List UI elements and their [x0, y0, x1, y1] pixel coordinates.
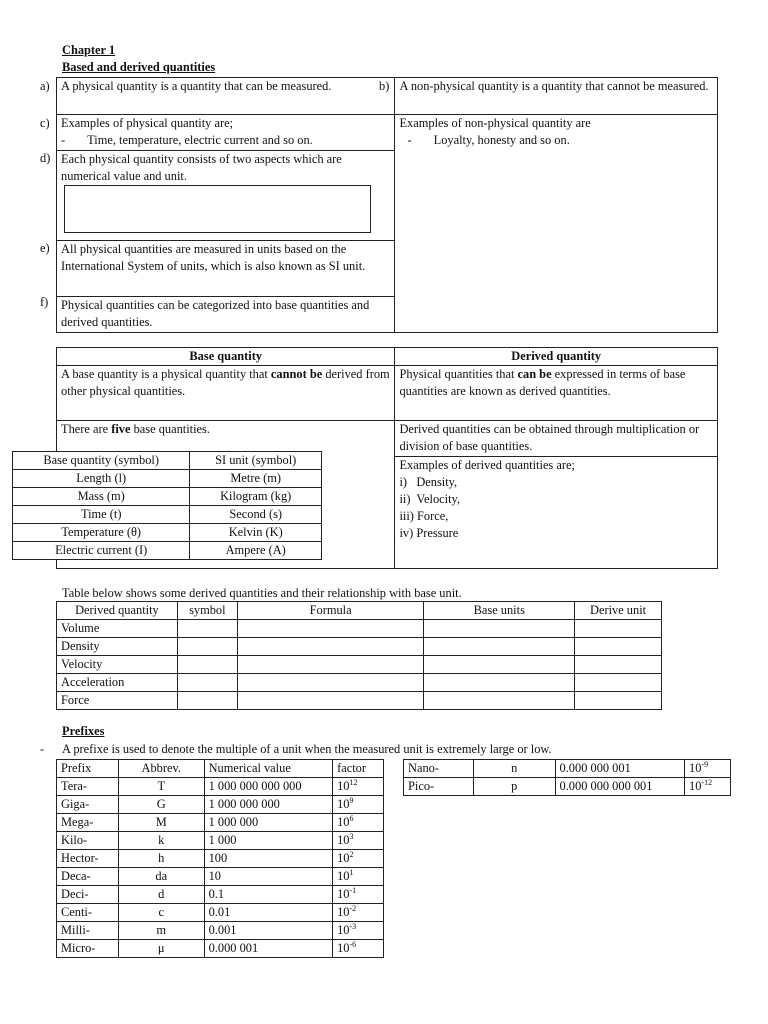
factor-base: 10	[337, 779, 350, 793]
derive-unit-cell[interactable]	[575, 674, 662, 692]
prefix-factor	[333, 850, 384, 868]
formula-cell[interactable]	[237, 638, 424, 656]
symbol-cell[interactable]	[177, 620, 237, 638]
categorize-text: Physical quantities can be categorized into base quantities and derived quantities.	[61, 298, 370, 329]
prefix-name: Milli-	[57, 922, 119, 940]
factor-exponent: 6	[349, 814, 354, 823]
derived-example-item: iii) Force,	[399, 509, 449, 523]
derive-unit-cell[interactable]	[575, 692, 662, 710]
prefix-value: 0.000 001	[204, 940, 332, 958]
prefix-factor	[333, 796, 384, 814]
table-row	[13, 506, 322, 524]
factor-exponent: -1	[349, 886, 357, 895]
prefix-factor	[333, 904, 384, 922]
prefix-value: 0.000 000 001	[555, 760, 685, 778]
prefix-value: 0.001	[204, 922, 332, 940]
prefix-value: 1 000 000 000 000	[204, 778, 332, 796]
table-row	[57, 904, 384, 922]
label-d: d)	[40, 151, 51, 165]
table-row	[404, 778, 731, 796]
examples-physical-item	[61, 132, 390, 149]
abbrev-header: Abbrev.	[118, 760, 204, 778]
si-quantity: Electric current (I)	[13, 542, 190, 560]
prefix-factor	[685, 778, 731, 796]
prefix-value: 1 000	[204, 832, 332, 850]
table-row	[57, 778, 384, 796]
five-post: base quantities.	[130, 422, 210, 436]
base-units-cell[interactable]	[424, 620, 575, 638]
value-header: Numerical value	[204, 760, 332, 778]
derived-table-caption: Table below shows some derived quantities and their relationship with base unit.	[62, 586, 462, 600]
table-row	[57, 850, 384, 868]
prefix-name: Nano-	[404, 760, 474, 778]
si-header-quantity: Base quantity (symbol)	[13, 452, 190, 470]
prefixes-intro: A prefixe is used to denote the multiple of a unit when the measured unit is extremely large or low.	[62, 742, 552, 756]
derived-example-item: iv) Pressure	[399, 526, 459, 540]
symbol-cell[interactable]	[177, 692, 237, 710]
examples-physical-cell	[57, 115, 395, 151]
col-header-formula: Formula	[237, 602, 424, 620]
prefix-abbrev: c	[118, 904, 204, 922]
def-physical: A physical quantity is a quantity that can be measured.	[61, 79, 332, 93]
table-row	[57, 814, 384, 832]
col-header-derived: Derived quantity	[57, 602, 178, 620]
factor-base: 10	[337, 797, 350, 811]
derived-examples-cell	[395, 457, 718, 569]
table-row	[57, 940, 384, 958]
examples-nonphysical-item	[399, 132, 713, 149]
si-quantity: Time (t)	[13, 506, 190, 524]
derived-example-item: ii) Velocity,	[399, 492, 461, 506]
prefix-value: 0.01	[204, 904, 332, 922]
aspects-text: Each physical quantity consists of two aspects which are numerical value and unit.	[61, 152, 342, 183]
si-unit: Second (s)	[190, 506, 322, 524]
factor-header: factor	[333, 760, 384, 778]
prefix-factor	[333, 886, 384, 904]
five-pre: There are	[61, 422, 112, 436]
prefix-factor	[333, 814, 384, 832]
prefix-name: Tera-	[57, 778, 119, 796]
derived-quantity-header: Derived quantity	[395, 348, 718, 366]
factor-exponent: -2	[349, 904, 357, 913]
factor-exponent: -6	[349, 940, 357, 949]
prefix-value: 100	[204, 850, 332, 868]
prefix-value: 0.000 000 000 001	[555, 778, 685, 796]
prefix-value: 0.1	[204, 886, 332, 904]
derived-name: Velocity	[57, 656, 178, 674]
prefix-abbrev: p	[473, 778, 555, 796]
base-units-cell[interactable]	[424, 638, 575, 656]
prefix-abbrev: M	[118, 814, 204, 832]
table-row	[57, 886, 384, 904]
prefix-name: Pico-	[404, 778, 474, 796]
si-unit: Kilogram (kg)	[190, 488, 322, 506]
prefix-abbrev: d	[118, 886, 204, 904]
prefix-header: Prefix	[57, 760, 119, 778]
prefix-abbrev: G	[118, 796, 204, 814]
dash: -	[407, 133, 412, 147]
derived-name: Force	[57, 692, 178, 710]
label-e: e)	[40, 241, 50, 255]
prefix-abbrev: n	[473, 760, 555, 778]
examples-physical-intro: Examples of physical quantity are;	[61, 116, 234, 130]
table-row	[57, 832, 384, 850]
prefix-abbrev: k	[118, 832, 204, 850]
derived-units-table	[56, 601, 662, 710]
si-unit-text: All physical quantities are measured in units based on the International System of units, which is also known as SI unit.	[61, 242, 366, 273]
factor-exponent: -3	[349, 922, 357, 931]
def-physical-cell	[57, 78, 395, 115]
prefix-factor	[333, 778, 384, 796]
prefix-name: Deci-	[57, 886, 119, 904]
table-row	[57, 638, 662, 656]
factor-exponent: 1	[349, 868, 354, 877]
table-row	[13, 524, 322, 542]
si-header-unit: SI unit (symbol)	[190, 452, 322, 470]
def-nonphysical-cell	[395, 78, 718, 115]
base-units-cell[interactable]	[424, 674, 575, 692]
prefix-factor	[333, 832, 384, 850]
derived-def-cell	[395, 366, 718, 421]
prefix-abbrev: T	[118, 778, 204, 796]
col-header-base-units: Base units	[424, 602, 575, 620]
prefix-factor	[333, 940, 384, 958]
factor-exponent: 12	[349, 778, 358, 787]
symbol-cell[interactable]	[177, 638, 237, 656]
prefix-factor	[333, 868, 384, 886]
examples-nonphysical-intro: Examples of non-physical quantity are	[399, 116, 591, 130]
table-row	[57, 796, 384, 814]
derived-example-item: i) Density,	[399, 475, 458, 489]
si-quantity: Length (l)	[13, 470, 190, 488]
prefix-value: 1 000 000 000	[204, 796, 332, 814]
factor-base: 10	[337, 851, 350, 865]
factor-exponent: 9	[349, 796, 354, 805]
base-units-cell[interactable]	[424, 692, 575, 710]
derive-unit-cell[interactable]	[575, 620, 662, 638]
dash: -	[61, 133, 66, 147]
table-row	[13, 470, 322, 488]
si-quantity: Temperature (θ)	[13, 524, 190, 542]
prefix-abbrev: μ	[118, 940, 204, 958]
si-unit-table	[12, 451, 322, 560]
label-a: a)	[40, 79, 50, 93]
derived-def-pre: Physical quantities that	[399, 367, 518, 381]
base-def-bold: cannot be	[270, 367, 323, 381]
formula-cell[interactable]	[237, 692, 424, 710]
prefix-name: Micro-	[57, 940, 119, 958]
factor-base: 10	[337, 923, 350, 937]
col-header-derive-unit: Derive unit	[575, 602, 662, 620]
def-nonphysical: A non-physical quantity is a quantity that cannot be measured.	[399, 79, 709, 93]
prefix-abbrev: h	[118, 850, 204, 868]
derived-name: Density	[57, 638, 178, 656]
si-quantity: Mass (m)	[13, 488, 190, 506]
derived-obtain-cell	[395, 421, 718, 457]
factor-exponent: 3	[349, 832, 354, 841]
derived-name: Volume	[57, 620, 178, 638]
prefix-rows	[57, 778, 384, 958]
base-units-cell[interactable]	[424, 656, 575, 674]
si-unit: Kelvin (K)	[190, 524, 322, 542]
table-row	[57, 620, 662, 638]
small-prefix-table	[403, 759, 731, 796]
examples-nonphysical-cell	[395, 115, 718, 333]
factor-base: 10	[337, 869, 350, 883]
prefix-abbrev: m	[118, 922, 204, 940]
prefix-table	[56, 759, 384, 958]
symbol-cell[interactable]	[177, 674, 237, 692]
factor-base: 10	[337, 815, 350, 829]
categorize-cell	[57, 297, 395, 333]
factor-base: 10	[689, 779, 702, 793]
prefix-name: Deca-	[57, 868, 119, 886]
derive-unit-cell[interactable]	[575, 638, 662, 656]
table-row	[57, 868, 384, 886]
answer-box[interactable]	[64, 185, 371, 233]
prefix-name: Giga-	[57, 796, 119, 814]
prefix-factor	[333, 922, 384, 940]
prefix-name: Centi-	[57, 904, 119, 922]
table-row	[57, 692, 662, 710]
prefix-value: 10	[204, 868, 332, 886]
formula-cell[interactable]	[237, 620, 424, 638]
examples-physical-text: Time, temperature, electric current and so on.	[87, 133, 313, 147]
factor-base: 10	[337, 887, 350, 901]
examples-nonphysical-text: Loyalty, honesty and so on.	[433, 133, 570, 147]
col-header-symbol: symbol	[177, 602, 237, 620]
small-prefix-rows	[404, 760, 731, 796]
prefix-abbrev: da	[118, 868, 204, 886]
table-row	[13, 542, 322, 560]
prefix-value: 1 000 000	[204, 814, 332, 832]
base-quantity-header: Base quantity	[57, 348, 395, 366]
base-def-cell	[57, 366, 395, 421]
label-f: f)	[40, 295, 49, 309]
factor-base: 10	[337, 833, 350, 847]
label-c: c)	[40, 116, 50, 130]
si-unit-cell	[57, 241, 395, 297]
table-row	[404, 760, 731, 778]
prefix-name: Mega-	[57, 814, 119, 832]
derived-name: Acceleration	[57, 674, 178, 692]
factor-base: 10	[337, 941, 350, 955]
factor-base: 10	[689, 761, 702, 775]
section-heading: Based and derived quantities	[62, 60, 216, 74]
base-def-post: derived from other physical quantities.	[61, 367, 390, 398]
factor-exponent: -12	[701, 778, 713, 787]
prefixes-heading: Prefixes	[62, 724, 105, 738]
prefix-name: Kilo-	[57, 832, 119, 850]
base-def-pre: A base quantity is a physical quantity that	[61, 367, 271, 381]
factor-exponent: -9	[701, 760, 709, 769]
factor-exponent: 2	[349, 850, 354, 859]
prefixes-dash: -	[40, 742, 45, 756]
table-row	[13, 488, 322, 506]
derived-def-bold: can be	[517, 367, 552, 381]
table-row	[57, 656, 662, 674]
si-unit: Ampere (A)	[190, 542, 322, 560]
derived-obtain-text: Derived quantities can be obtained through multiplication or division of base quantities.	[399, 422, 700, 453]
symbol-cell[interactable]	[177, 656, 237, 674]
prefix-factor	[685, 760, 731, 778]
table-row	[57, 922, 384, 940]
prefix-name: Hector-	[57, 850, 119, 868]
factor-base: 10	[337, 905, 350, 919]
five-bold: five	[111, 422, 131, 436]
derived-examples-intro: Examples of derived quantities are;	[399, 458, 575, 472]
derive-unit-cell[interactable]	[575, 656, 662, 674]
derived-def-post: expressed in terms of base quantities are known as derived quantities.	[399, 367, 686, 398]
formula-cell[interactable]	[237, 656, 424, 674]
table-row	[57, 674, 662, 692]
chapter-title: Chapter 1	[62, 43, 116, 57]
label-b: b)	[379, 79, 390, 93]
si-unit: Metre (m)	[190, 470, 322, 488]
formula-cell[interactable]	[237, 674, 424, 692]
